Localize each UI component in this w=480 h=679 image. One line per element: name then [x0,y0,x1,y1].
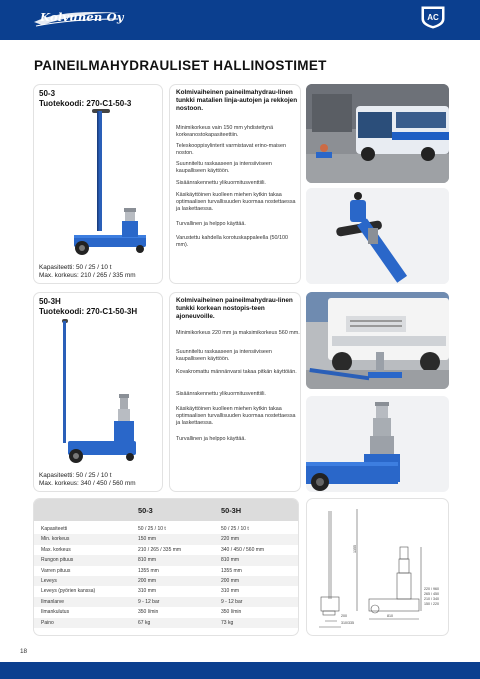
cell-50-3H: 50 / 25 / 10 t [221,526,249,532]
description-paragraph: Minimikorkeus 220 mm ja maksimikorkeus 560 mm. [176,330,300,336]
description-paragraph: Kovakromattu männänvarsi takaa pitkän käyttöiän. [176,369,297,375]
dimension-length: 810 [387,614,393,618]
cell-50-3: 67 kg [138,619,151,626]
cell-50-3H: 9 - 12 bar [221,598,243,605]
product-capacity: Kapasiteetti: 50 / 25 / 10 t [39,472,112,479]
technical-drawing [306,498,449,636]
dimension-drawing [307,499,449,636]
row-label: Rungon pituus [41,557,74,564]
description-paragraph: Suunniteltu raskaaseen ja intensiiviseen kaupalliseen käyttöön. [176,349,272,362]
dimension-height: 1355 [353,545,357,553]
row-label: Paino [41,619,54,626]
table-row [34,618,299,628]
cell-50-3H: 1355 mm [221,567,242,574]
row-label: Leveys (pyörien kanssa) [41,588,96,595]
company-logo [32,7,124,29]
description-paragraph: Minimikorkeus vain 150 mm yhdistettynä korkeanostokapasiteettiin. [176,125,274,138]
cell-50-3H: 340 / 450 / 560 mm [221,546,265,553]
cell-50-3: 210 / 265 / 335 mm [138,546,182,553]
product-card-50-3 [33,84,163,284]
description-card-50-3H [169,292,301,492]
product-model: 50-3 [39,89,56,98]
jack-handle-photo [306,188,449,284]
row-label: Leveys [41,578,57,584]
dimension-stack: 220 / 960 [424,587,439,591]
table-row [34,586,299,596]
description-paragraph: Sisäänrakennettu ylikuormitusventtiili. [176,391,266,397]
row-label: Max. korkeus [41,546,71,553]
description-paragraph: Turvallinen ja helppo käyttää. [176,436,246,442]
jack-50-3H-illustration [54,317,154,467]
row-label: Varren pituus [41,567,71,574]
cell-50-3: 1355 mm [138,567,159,574]
page-title: PAINEILMAHYDRAULISET HALLINOSTIMET [34,58,327,73]
cell-50-3: 810 mm [138,557,157,564]
product-model: 50-3H [39,297,61,306]
description-paragraph: Käsikäyttöinen kuolleen miehen kytkin takaa optimaalisen turvallisuuden kuormaa nostettaessa ja laskettaessa. [176,406,296,426]
specifications-table [33,498,299,636]
product-card-50-3H [33,292,163,492]
cell-50-3H: 73 kg [221,619,234,626]
product-code: Tuotekoodi: 270-C1-50-3 [39,99,132,108]
page-number: 18 [20,648,28,655]
truck-lift-photo [306,292,449,389]
row-label: Min. korkeus [41,536,70,543]
product-capacity: Kapasiteetti: 50 / 25 / 10 t [39,264,112,271]
table-row [34,566,299,576]
description-title: Kolmivaiheinen paineilmahydrau-linen tunkki matalien linja-autojen ja rekkojen nostoon. [176,89,298,112]
logo-text: Kolvunen Oy [40,10,124,24]
description-paragraph: Teleskooppisylinterit varmistavat erino-maisen noston. [176,143,286,156]
description-paragraph: Suunniteltu raskaaseen ja intensiiviseen kaupalliseen käyttöön. [176,161,272,174]
cell-50-3: 310 mm [138,588,157,595]
row-label: Ilmanlarve [41,598,65,605]
description-card-50-3 [169,84,301,284]
product-code: Tuotekoodi: 270-C1-50-3H [39,307,138,316]
table-row [34,576,299,586]
bus-lift-photo [306,84,449,183]
table-row [34,524,299,534]
cell-50-3: 350 l/min [138,609,159,616]
dimension-stack: 150 / 220 [424,602,439,606]
description-paragraph: Sisäänrakennettu ylikuormitusventtiili. [176,180,266,186]
ac-badge-text: AC [427,13,439,22]
dimension-width: 200 [341,614,347,618]
table-row [34,597,299,607]
description-paragraph: Varustettu kahdella korotuskappaleella (50/100 mm). [176,235,288,248]
footer-bar [0,662,480,679]
table-header [34,499,299,521]
cell-50-3H: 310 mm [221,588,240,595]
column-header-50-3: 50-3 [138,506,153,515]
product-max-height: Max. korkeus: 340 / 450 / 560 mm [39,480,136,487]
header-bar [0,0,480,40]
description-title: Kolmivaiheinen paineilmahydrau-linen tunkki korkean nostopis-teen ajoneuvoille. [176,297,293,320]
cell-50-3: 200 mm [138,578,157,584]
table-row [34,607,299,617]
jack-cylinder-photo [306,396,449,492]
row-label: Kapasiteetti [41,526,68,532]
cell-50-3H: 350 l/min [221,609,242,616]
cell-50-3H: 220 mm [221,536,240,543]
jack-50-3-illustration [54,107,154,259]
product-max-height: Max. korkeus: 210 / 265 / 335 mm [39,272,136,279]
ac-brand-badge-icon [420,5,446,29]
table-row [34,545,299,555]
column-header-50-3H: 50-3H [221,506,242,515]
cell-50-3H: 200 mm [221,578,240,584]
cell-50-3: 9 - 12 bar [138,598,160,605]
cell-50-3H: 810 mm [221,557,240,564]
row-label: Ilmankulutus [41,609,70,616]
cell-50-3: 150 mm [138,536,157,543]
description-paragraph: Turvallinen ja helppo käyttää. [176,221,246,227]
table-row [34,555,299,565]
table-row [34,534,299,544]
cell-50-3: 50 / 25 / 10 t [138,526,166,532]
dimension-width-wheels: 310/335 [341,621,354,625]
dimension-stack: 210 / 340 [424,597,439,601]
description-paragraph: Käsikäyttöinen kuolleen miehen kytkin takaa optimaalisen turvallisuuden kuormaa nostettaessa ja laskettaessa. [176,192,296,212]
dimension-stack: 265 / 450 [424,592,439,596]
